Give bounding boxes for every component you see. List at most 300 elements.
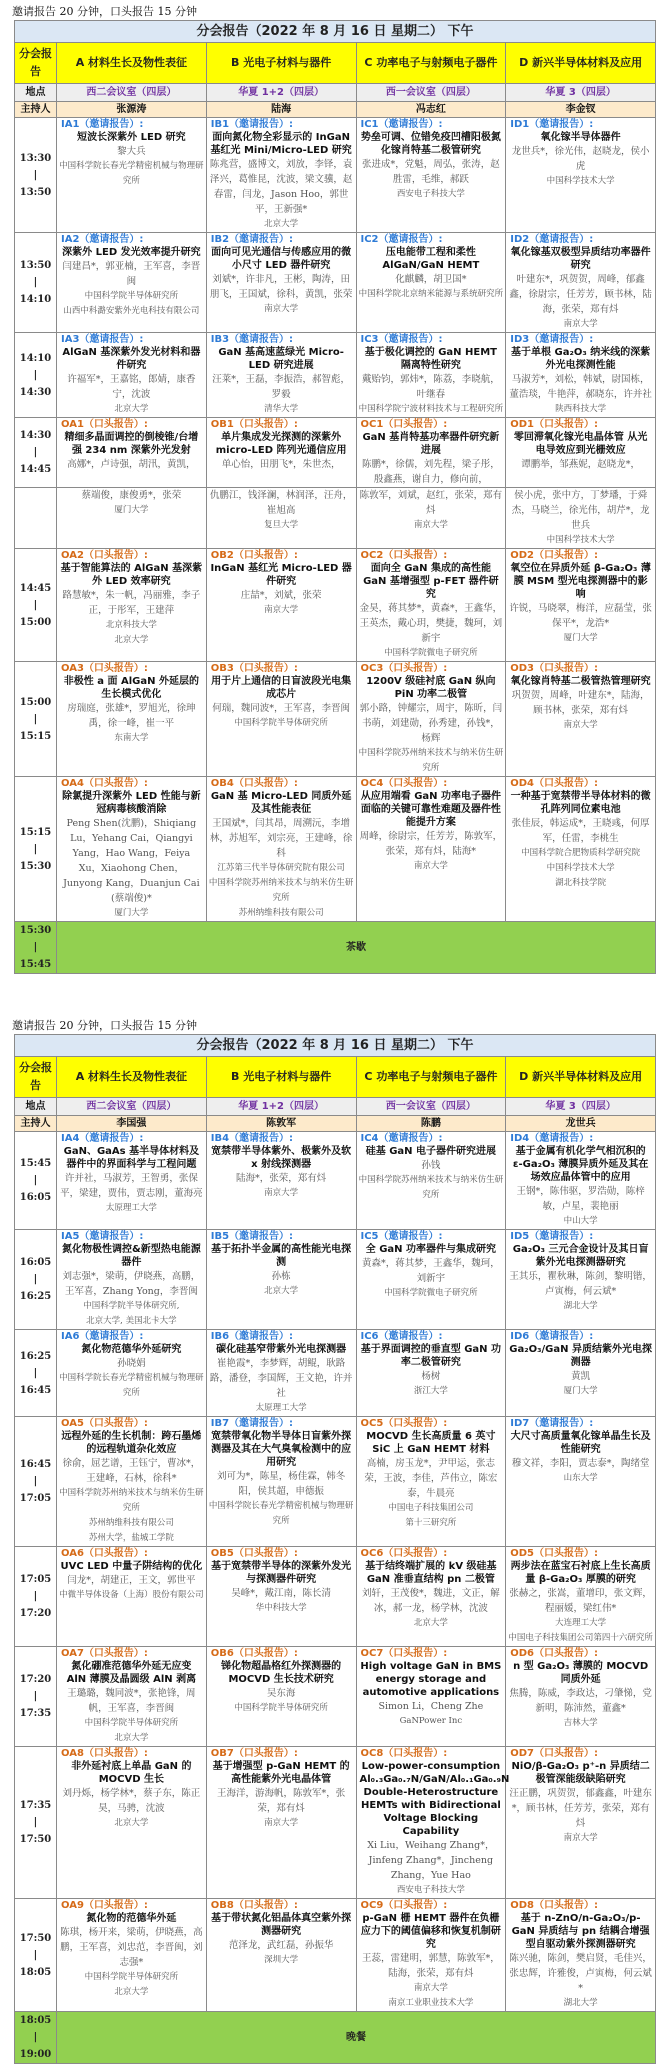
talk-affiliation: 中山大学 <box>563 1216 598 1226</box>
time-cell <box>15 1647 57 1747</box>
session-c: C 功率电子与射频电子器件 <box>356 43 506 84</box>
talk-code: OC9（口头报告）: <box>360 1900 448 1911</box>
talk-authors: 高娜*，卢诗强，胡汛，黄凯， <box>67 459 196 470</box>
talk-authors: 黄凯 <box>571 1371 591 1382</box>
talk-affiliation: 南京大学 <box>563 720 598 730</box>
talk-title: GaN 基高速蓝绿光 Micro-LED 研究进展 <box>218 347 344 371</box>
time-cell <box>15 233 57 333</box>
talk-cell <box>206 488 356 549</box>
time-line: | <box>33 1367 38 1379</box>
talk-code: OA3（口头报告）: <box>61 663 148 674</box>
talk-authors: 陈琪，杨开来，梁萌，伊晓燕，高鹏，王军喜，刘忠范，李晋闽，刘志强* <box>60 1927 203 1968</box>
talk-title: 硅基 GaN 电子器件研究进展 <box>365 1146 497 1157</box>
talk-affiliation: 中国科学院苏州纳米技术与纳米仿生研究所 <box>358 748 504 773</box>
talk-affiliation: 北京大学 <box>114 635 149 645</box>
talk-affiliation: 深圳大学 <box>264 1955 299 1965</box>
talk-affiliation: 太原理工大学 <box>255 1403 307 1413</box>
talk-code: OC2（口头报告）: <box>360 550 448 561</box>
talk-authors: 汪莱*，王磊，李振浩，郝智彪，罗毅 <box>212 374 350 400</box>
time-line: 17:20 <box>19 1674 52 1685</box>
location-c: 西一会议室（四层） <box>356 1098 506 1116</box>
duration-note: 邀请报告 20 分钟，口头报告 15 分钟 <box>12 1019 197 1032</box>
talk-affiliation: 北京大学 <box>114 404 149 414</box>
talk-code: IA3（邀请报告）: <box>61 334 144 345</box>
session-a: A 材料生长及物性表征 <box>57 43 207 84</box>
talk-affiliation: 西安电子科技大学 <box>396 1885 465 1895</box>
talk-title: 氧化镓肖特基二极管热管理研究 <box>510 676 651 687</box>
talk-title: 势垒可调、位错免疫凹槽阳极氮化镓肖特基二极管研究 <box>360 132 501 156</box>
talk-affiliation: 中国科学院半导体研究所 <box>84 1972 179 1982</box>
talk-cell <box>57 1417 207 1547</box>
time-line: 15:45 <box>19 959 52 970</box>
talk-code: ID4（邀请报告）: <box>510 1133 594 1144</box>
talk-code: OB1（口头报告）: <box>210 419 298 430</box>
talk-affiliation: 南京大学 <box>413 861 448 871</box>
time-line: 14:10 <box>19 294 52 305</box>
talk-affiliation: 南京大学 <box>413 1983 448 1993</box>
location-d: 华夏 3（四层） <box>506 1098 656 1116</box>
talk-affiliation: 湖北科技学院 <box>555 878 607 888</box>
talk-title: 远程外延的生长机制：跨石墨烯的远程轨道杂化效应 <box>61 1431 202 1455</box>
talk-affiliation: 南京大学 <box>264 1188 299 1198</box>
talk-title: 基于界面调控的垂直型 GaN 功率二极管研究 <box>360 1344 502 1368</box>
talk-authors: 王钢*，陈伟驱，罗浩勋，陈梓敏，卢星，裴艳丽 <box>516 1186 645 1212</box>
time-line: 15:30 <box>19 860 52 872</box>
talk-affiliation: 山西中科潞安紫外光电科技有限公司 <box>63 306 200 316</box>
talk-title: 面向可见光通信与传感应用的微小尺寸 LED 器件研究 <box>211 247 352 271</box>
time-line: 14:45 <box>19 464 52 475</box>
talk-title: 基于极化调控的 GaN HEMT 隔离特性研究 <box>364 347 497 371</box>
talk-code: ID5（邀请报告）: <box>510 1231 594 1242</box>
talk-affiliation: 南京大学 <box>264 605 299 615</box>
talk-title: 基于智能算法的 AlGaN 基深紫外 LED 效率研究 <box>60 563 203 587</box>
time-slot-row <box>15 1417 656 1547</box>
time-cell <box>15 1547 57 1647</box>
time-line: 14:45 <box>19 582 52 594</box>
time-line: 15:15 <box>19 826 52 838</box>
talk-affiliation: 江苏第三代半导体研究院有限公司 <box>217 863 345 873</box>
time-line: 15:45 <box>19 1158 52 1169</box>
talk-title: 氮化硼准范德华外延无应变 AlN 薄膜及晶圆级 AlN 剥离 <box>66 1661 197 1685</box>
schedule-title: 分会报告（2022 年 8 月 16 日 星期二） 下午 <box>15 1035 656 1057</box>
talk-affiliation: 中国科学院长春光学精密机械与物理研究所 <box>208 1501 354 1526</box>
talk-title: 基于宽禁带半导体的深紫外发光与探测器件研究 <box>211 1561 352 1585</box>
time-cell <box>15 1330 57 1417</box>
duration-note: 邀请报告 20 分钟，口头报告 15 分钟 <box>12 5 197 18</box>
talk-title: 氮化物的范德华外延 <box>86 1913 177 1924</box>
talk-cell <box>206 118 356 233</box>
talk-code: IB2（邀请报告）: <box>210 234 294 245</box>
talk-affiliation: 厦门大学 <box>114 505 149 515</box>
talk-title: 基于带状氮化铝晶体真空紫外探测器研究 <box>211 1913 352 1937</box>
talk-cell <box>206 1132 356 1230</box>
talk-cell <box>506 1330 656 1417</box>
talk-affiliation: 中国科学院合肥物质科学研究院 <box>521 848 641 858</box>
talk-authors: 陆海*，张荣，郑有炓 <box>235 1173 327 1184</box>
talk-title: 氧化镓基双极型异质结功率器件研究 <box>510 247 651 271</box>
time-line: 16:45 <box>19 1384 52 1396</box>
talk-affiliation: 中微半导体设备（上海）股份有限公司 <box>59 1590 204 1600</box>
time-cell <box>15 333 57 418</box>
talk-cell <box>206 333 356 418</box>
talk-cell <box>506 233 656 333</box>
talk-code: OA6（口头报告）: <box>61 1548 148 1559</box>
talk-authors: 黎大兵 <box>117 146 146 157</box>
talk-authors: 闫建昌*，郭亚楠，王军喜，李晋闽 <box>62 261 201 287</box>
talk-cell <box>57 1330 207 1417</box>
talk-affiliation: 中国电子科技集团公司 <box>388 1503 474 1513</box>
time-line: | <box>33 1274 38 1285</box>
time-slot-row <box>15 1330 656 1417</box>
talk-authors: 闫龙*，胡建正，王文，郭世平 <box>67 1575 196 1586</box>
talk-authors: 孙栋 <box>271 1271 291 1282</box>
talk-title: Ga₂O₃/GaN 异质结紫外光电探测器 <box>509 1344 652 1368</box>
time-slot-row <box>15 333 656 418</box>
time-cell <box>15 1417 57 1547</box>
talk-title: 面向氮化物全彩显示的 InGaN 基红光 Mini/Micro-LED 研究 <box>210 132 352 156</box>
talk-code: ID7（邀请报告）: <box>510 1418 594 1429</box>
talk-title: MOCVD 生长高质量 6 英寸 SiC 上 GaN HEMT 材料 <box>366 1431 496 1455</box>
talk-code: ID6（邀请报告）: <box>510 1331 594 1342</box>
talk-code: IA4（邀请报告）: <box>61 1133 144 1144</box>
talk-title: Low-power-consumption Al₀.₃Ga₀.₇N/GaN/Al₀.₁Ga₀.₉N Double-Heterostructure HEMTs with Bidirectional Voltage Blocking Capability <box>359 1761 510 1837</box>
talk-authors: 陈兆营，盛博文，刘放，李铎，袁泽兴，葛惟昆，沈波，梁文骥，赵春雷，闫龙，Jason Hoo，郭世平，王新强* <box>209 159 353 215</box>
time-line: | <box>33 1476 38 1487</box>
location-b: 华夏 1+2（四层） <box>206 1098 356 1116</box>
talk-affiliation: 苏州大学，盐城工学院 <box>88 1533 174 1543</box>
talk-affiliation: 北京大学 <box>114 1818 149 1828</box>
talk-authors: Simon Li，Cheng Zhe <box>378 1701 484 1712</box>
talk-title: n 型 Ga₂O₃ 薄膜的 MOCVD 同质外延 <box>513 1661 649 1685</box>
time-slot-row <box>15 549 656 662</box>
talk-code: IC4（邀请报告）: <box>360 1133 443 1144</box>
talk-title: 1200V 级硅衬底 GaN 纵向 PiN 功率二极管 <box>366 676 496 700</box>
talk-cell <box>57 1647 207 1747</box>
talk-cell <box>356 488 506 549</box>
talk-code: IC5（邀请报告）: <box>360 1231 443 1242</box>
talk-title: GaN 基肖特基功率器件研究新进展 <box>362 432 500 456</box>
talk-authors: 范泽龙，武红磊，孙振华 <box>228 1940 334 1951</box>
talk-code: IC2（邀请报告）: <box>360 234 443 245</box>
talk-authors: 许福军*，王嘉铭，郎婧，康香宁，沈波 <box>67 374 196 400</box>
talk-authors: 王海洋，游海帆，陈敦军*，张荣，郑有炓 <box>216 1788 346 1814</box>
talk-code: OB5（口头报告）: <box>210 1548 298 1559</box>
time-line: | <box>33 447 38 458</box>
talk-affiliation: 中国电子科技集团公司第四十六研究所 <box>508 1633 653 1643</box>
talk-code: OD1（口头报告）: <box>510 419 599 430</box>
talk-authors: 张赫之，张嵩，董增印，张文辉，程丽媛，梁红伟* <box>509 1588 652 1614</box>
talk-authors: 许并社，马淑芳，王智勇，张保平，梁建，贾伟，贾志刚，董海亮 <box>60 1173 203 1199</box>
talk-authors: 庄喆*，刘斌，张荣 <box>240 590 322 601</box>
talk-authors: 崔艳霞*，李梦辉，胡鲲，耿路路，潘登，李国辉，王文艳，许并社 <box>209 1358 353 1399</box>
time-line: 16:45 <box>19 1459 52 1470</box>
time-line: 15:15 <box>19 730 52 742</box>
talk-title: NiO/β-Ga₂O₃ p⁺-n 异质结二极管深能级缺陷研究 <box>511 1761 650 1785</box>
talk-authors: 叶建东*，巩贺贺，周峰，郁鑫鑫，徐尉宗，任芳芳，顾书林，陆海，张荣，郑有炓 <box>509 274 652 315</box>
talk-title: 用于片上通信的日盲波段光电集成芯片 <box>211 676 352 700</box>
talk-affiliation: 中国科学院半导体研究所 <box>84 1718 179 1728</box>
host-b: 陈敦军 <box>206 1116 356 1132</box>
talk-title: 精细多晶面调控的倒棱锥/台增强 234 nm 深紫外光发射 <box>64 432 199 456</box>
session-label: 分会报告 <box>15 1057 57 1098</box>
talk-cell <box>206 418 356 488</box>
talk-affiliation: 中国科学院长春光学精密机械与物理研究所 <box>59 1373 204 1398</box>
time-line: 16:05 <box>19 1257 52 1268</box>
talk-cell <box>506 1230 656 1330</box>
talk-authors: 吴峰*，戴江南，陈长清 <box>231 1588 331 1599</box>
time-slot-row <box>15 233 656 333</box>
talk-code: OA2（口头报告）: <box>61 550 148 561</box>
schedule-table <box>14 20 656 974</box>
talk-affiliation: 北京大学 <box>114 1733 149 1743</box>
talk-authors: 孙钱 <box>421 1160 441 1171</box>
time-line: | <box>33 1817 38 1828</box>
host-d: 李金钗 <box>506 102 656 118</box>
talk-code: OA4（口头报告）: <box>61 778 148 789</box>
break-label: 茶歇 <box>57 922 656 974</box>
talk-title: 非外延衬底上单晶 GaN 的 MOCVD 生长 <box>71 1761 192 1785</box>
talk-affiliation: 厦门大学 <box>563 633 598 643</box>
time-cell <box>15 418 57 488</box>
talk-cell <box>506 488 656 549</box>
talk-title: GaN、GaAs 基半导体材料及器件中的界面科学与工程问题 <box>63 1146 200 1170</box>
talk-authors: 黄森*，蒋其梦，王鑫华，魏珂，刘新宇 <box>361 1258 500 1284</box>
talk-cell <box>356 549 506 662</box>
time-slot-row <box>15 118 656 233</box>
talk-cell <box>356 1747 510 1899</box>
host-a: 张源涛 <box>57 102 207 118</box>
talk-code: IC1（邀请报告）: <box>360 119 443 130</box>
talk-cell <box>356 333 506 418</box>
talk-title: UVC LED 中量子阱结构的优化 <box>60 1561 203 1572</box>
talk-affiliation: 北京大学, 美国北卡大学 <box>86 1316 177 1326</box>
talk-cell <box>206 1747 356 1899</box>
time-slot-row <box>15 1899 656 2012</box>
continuation-row <box>15 488 656 549</box>
talk-cell <box>206 1330 356 1417</box>
talk-authors: 周峰，徐尉宗，任芳芳，陈敦军，张荣，郑有炓，陆海* <box>359 831 503 857</box>
talk-affiliation: 第十三研究所 <box>405 1518 457 1528</box>
time-cell <box>15 488 57 549</box>
session-label: 分会报告 <box>15 43 57 84</box>
time-line: 18:05 <box>19 2015 52 2026</box>
session-d: D 新兴半导体材料及应用 <box>506 1057 656 1098</box>
talk-title: InGaN 基红光 Micro-LED 器件研究 <box>210 563 352 587</box>
time-line: 17:35 <box>19 1800 52 1811</box>
talk-authors: 戴贻钧，郭炜*，陈荔，李晓航，叶继春 <box>361 374 500 400</box>
talk-title: 大尺寸高质量氧化镓单晶生长及性能研究 <box>510 1431 651 1455</box>
talk-title: AlGaN 基深紫外发光材料和器件研究 <box>62 347 201 371</box>
talk-cell <box>57 418 207 488</box>
talk-affiliation: 东南大学 <box>114 733 149 743</box>
time-slot-row <box>15 418 656 488</box>
time-cell <box>15 118 57 233</box>
time-line: | <box>33 1175 38 1186</box>
talk-affiliation: 中国科学院长春光学精密机械与物理研究所 <box>59 161 204 186</box>
talk-affiliation: 苏州纳维科技有限公司 <box>88 1518 174 1528</box>
talk-affiliation: 湖北大学 <box>563 1301 598 1311</box>
time-line: | <box>33 713 38 725</box>
talk-cell <box>206 777 356 922</box>
talk-cell <box>356 1899 506 2012</box>
talk-code: IB6（邀请报告）: <box>210 1331 294 1342</box>
talk-cell <box>206 1547 356 1647</box>
time-cell <box>15 777 57 922</box>
talk-affiliation: 中国科学院半导体研究所 <box>234 1703 328 1713</box>
talk-code: OC5（口头报告）: <box>360 1418 448 1429</box>
talk-authors: 许锐，马晓翠，梅洋，应磊莹，张保平*，龙浩* <box>509 603 652 629</box>
talk-affiliation: 华中科技大学 <box>255 1603 307 1613</box>
talk-code: IA6（邀请报告）: <box>61 1331 144 1342</box>
talk-code: IB1（邀请报告）: <box>210 119 294 130</box>
talk-cell <box>356 1547 506 1647</box>
talk-title: 宽禁带氧化物半导体日盲紫外探测器及其在大气臭氧检测中的应用研究 <box>211 1431 352 1468</box>
talk-title: 基于金属有机化学气相沉积的 ε-Ga₂O₃ 薄膜异质外延及其在场效应晶体管中的应用 <box>512 1146 649 1183</box>
talk-affiliation: 南京工业职业技术大学 <box>388 1998 474 2008</box>
break-row <box>15 922 656 974</box>
talk-code: OC7（口头报告）: <box>360 1648 448 1659</box>
break-time-cell <box>15 922 57 974</box>
talk-cell <box>506 662 656 777</box>
talk-authors: 蔡端俊，康俊勇*，张荣 <box>81 490 182 501</box>
talk-cell <box>506 118 656 233</box>
talk-cell <box>206 549 356 662</box>
talk-title: 锑化物超晶格红外探测器的 MOCVD 生长技术研究 <box>221 1661 342 1685</box>
talk-code: OC3（口头报告）: <box>360 663 448 674</box>
talk-title: 除氯提升深紫外 LED 性能与新冠病毒核酸消除 <box>62 791 201 815</box>
talk-affiliation: 中国科学院半导体研究所, <box>83 1301 180 1311</box>
talk-authors: 仇鹏江，钱泽澜，林润泽，汪舟，崔旭高 <box>209 490 353 516</box>
talk-authors: 路慧敏*，朱一帆，冯丽雅，李子正，于彤军，王建萍 <box>62 590 201 616</box>
time-slot-row <box>15 1230 656 1330</box>
time-line: 15:30 <box>19 925 52 936</box>
talk-affiliation: 吉林大学 <box>563 1718 598 1728</box>
talk-title: 氧化镓半导体器件 <box>540 132 621 143</box>
talk-cell <box>506 1547 656 1647</box>
talk-affiliation: 中国科学院北京纳米能源与系统研究所 <box>358 289 504 299</box>
break-time-cell <box>15 2012 57 2064</box>
talk-authors: 刘轩，王茂俊*，魏进，文正，解冰，郝一龙，杨学林，沈波 <box>361 1588 500 1614</box>
talk-cell <box>206 1899 356 2012</box>
talk-code: OB6（口头报告）: <box>210 1648 298 1659</box>
time-line: 18:05 <box>19 1966 52 1978</box>
talk-cell <box>57 777 207 922</box>
host-a: 李国强 <box>57 1116 207 1132</box>
host-c: 陈鹏 <box>356 1116 506 1132</box>
talk-affiliation: 中国科学院微电子研究所 <box>384 1288 478 1298</box>
session-b: B 光电子材料与器件 <box>206 1057 356 1098</box>
time-line: 14:30 <box>19 430 52 441</box>
talk-affiliation: 北京大学 <box>413 1618 448 1628</box>
talk-cell <box>206 1647 356 1747</box>
talk-title: 非极性 a 面 AlGaN 外延层的生长模式优化 <box>63 676 199 700</box>
talk-cell <box>506 777 656 922</box>
talk-affiliation: 中国科学院苏州纳米技术与纳米仿生研究所 <box>358 1175 504 1200</box>
talk-authors: 化麒麟，胡卫国* <box>395 274 467 285</box>
talk-authors: 巩贺贺，周峰，叶建东*，陆海，顾书林，张荣，郑有炓 <box>511 690 650 716</box>
talk-authors: 陈鹏*，徐儒，刘先程，梁子彤，殷鑫燕，谢自力，修向前， <box>361 459 500 485</box>
talk-code: OA9（口头报告）: <box>61 1900 148 1911</box>
time-line: | <box>33 277 38 288</box>
time-slot-row <box>15 1547 656 1647</box>
talk-title: 基于拓扑半金属的高性能光电探测 <box>211 1244 352 1268</box>
talk-cell <box>356 1647 506 1747</box>
talk-cell <box>206 662 356 777</box>
time-slot-row <box>15 662 656 777</box>
time-line: 13:30 <box>19 152 52 164</box>
talk-authors: 单心怡，田朋飞*，朱世杰， <box>221 459 341 470</box>
talk-affiliation: 厦门大学 <box>114 908 149 918</box>
talk-code: OC4（口头报告）: <box>360 778 448 789</box>
session-a: A 材料生长及物性表征 <box>57 1057 207 1098</box>
talk-cell <box>356 1230 506 1330</box>
talk-code: OD6（口头报告）: <box>510 1648 599 1659</box>
talk-title: 一种基于宽禁带半导体材料的微孔阵列同位素电池 <box>510 791 651 815</box>
time-slot-row <box>15 1647 656 1747</box>
talk-cell <box>356 1132 506 1230</box>
talk-code: IA2（邀请报告）: <box>61 234 144 245</box>
talk-authors: 刘志强*，梁萌，伊晓燕，高鹏，王军喜，Zhang Yong，李晋闽 <box>62 1271 201 1297</box>
time-line: | <box>33 942 38 953</box>
talk-cell <box>206 1417 356 1547</box>
talk-title: 两步法在蓝宝石衬底上生长高质量 β-Ga₂O₃ 厚膜的研究 <box>510 1561 651 1585</box>
talk-code: OD2（口头报告）: <box>510 550 599 561</box>
talk-authors: 侯小虎，张中方，丁梦璠，于舜杰，马晓兰，徐光伟，胡芹*，龙世兵 <box>511 490 650 531</box>
talk-title: 氧空位在异质外延 β-Ga₂O₃ 薄膜 MSM 型光电探测器中的影响 <box>510 563 651 600</box>
break-label: 晚餐 <box>57 2012 656 2064</box>
talk-title: 基于增强型 p-GaN HEMT 的高性能紫外光电晶体管 <box>212 1761 350 1785</box>
talk-code: OD7（口头报告）: <box>510 1748 599 1759</box>
talk-affiliation: 南京大学 <box>563 1833 598 1843</box>
talk-affiliation: 中国科学技术大学 <box>546 863 615 873</box>
talk-title: 深紫外 LED 发光效率提升研究 <box>62 247 201 258</box>
time-line: 19:00 <box>19 2049 52 2060</box>
talk-code: OD5（口头报告）: <box>510 1548 599 1559</box>
location-c: 西一会议室（四层） <box>356 84 506 102</box>
talk-affiliation: 湖北大学 <box>563 1998 598 2008</box>
location-label: 地点 <box>15 1098 57 1116</box>
talk-code: OA7（口头报告）: <box>61 1648 148 1659</box>
talk-authors: 龙世兵*，徐光伟，赵晓龙，侯小虎 <box>511 146 650 172</box>
time-cell <box>15 662 57 777</box>
location-d: 华夏 3（四层） <box>506 84 656 102</box>
talk-affiliation: 山东大学 <box>563 1473 598 1483</box>
talk-code: OB8（口头报告）: <box>210 1900 298 1911</box>
talk-cell <box>57 1747 207 1899</box>
talk-authors: Peng Shen(沈鹏)，Shiqiang Lu，Yehang Cai，Qiangyi Yang，Hao Wang，Feiya Xu，Xiaohong Chen，Junyong Kang，Duanjun Cai (蔡端俊)* <box>63 818 200 904</box>
talk-cell <box>506 1132 656 1230</box>
session-b: B 光电子材料与器件 <box>206 43 356 84</box>
talk-affiliation: 中国科学院苏州纳米技术与纳米仿生研究所 <box>59 1488 204 1513</box>
time-line: | <box>33 369 38 381</box>
talk-title: GaN 基 Micro-LED 同质外延及其性能表征 <box>210 791 352 815</box>
schedule-title: 分会报告（2022 年 8 月 16 日 星期二） 下午 <box>15 21 656 43</box>
talk-title: 基于结终端扩展的 kV 级硅基 GaN 准垂直结构 pn 二极管 <box>365 1561 497 1585</box>
talk-affiliation: 中国科学技术大学 <box>546 176 615 186</box>
time-cell <box>15 1899 57 2012</box>
talk-cell <box>356 1330 506 1417</box>
talk-affiliation: 北京科技大学 <box>105 620 157 630</box>
talk-code: OD8（口头报告）: <box>510 1900 599 1911</box>
talk-affiliation: 南京大学 <box>413 520 448 530</box>
host-b: 陆海 <box>206 102 356 118</box>
talk-authors: 马淑芳*，刘松，韩斌，尉国栋，董浩琰，牛艳萍，郝晓东，许并社 <box>509 374 652 400</box>
talk-authors: 张佳辰，韩运成*，王晓彧，何厚军，任雷，李桃生 <box>511 818 650 844</box>
talk-title: 零回滞氧化镓光电晶体管 从光电导效应到光栅效应 <box>513 432 648 456</box>
time-line: 17:50 <box>19 1932 52 1944</box>
time-cell <box>15 549 57 662</box>
time-cell <box>15 1132 57 1230</box>
